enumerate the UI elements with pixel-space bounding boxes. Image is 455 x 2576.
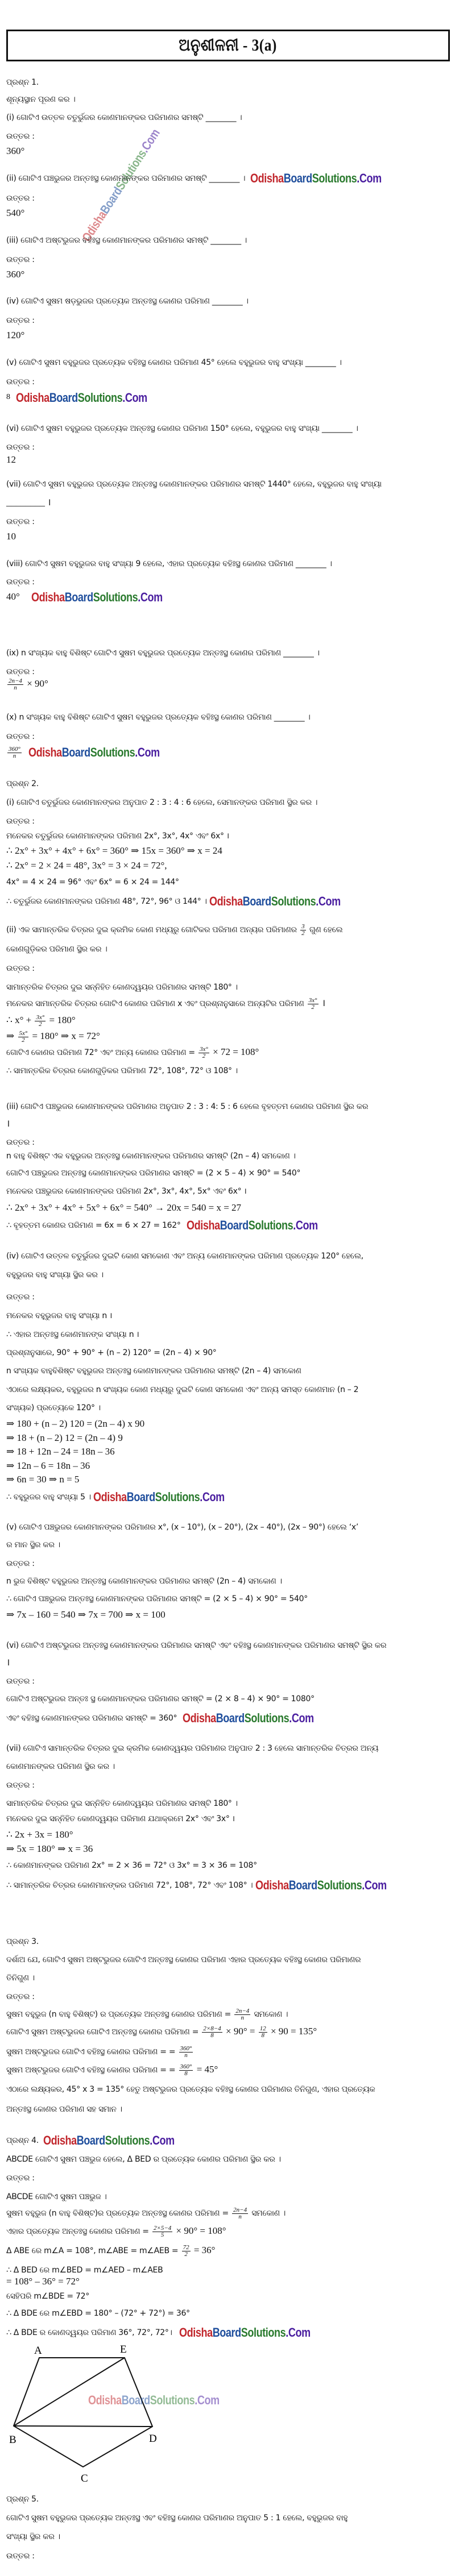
q2-iv-line: ⇒ 18 + (n – 2) 12 = (2n – 4) 9	[6, 1432, 123, 1443]
answer-label: ଉତ୍ତର :	[6, 577, 35, 587]
q3-line: ଅନ୍ତଃସ୍ଥ କୋଣର ପରିମାଣ ସହ ସମାନ ।	[6, 2105, 122, 2114]
q2-iv-line: ଏଠାରେ ଲକ୍ଷ୍ୟକର, ବହୁଭୁଜର n ସଂଖ୍ୟକ କୋଣ ମଧ୍ୟରୁ ଦୁଇଟି କୋଣ ସମକୋଣ ଏବଂ ଅନ୍ୟ ସମସ୍ତ କୋଣମାନ (n – 2	[6, 1385, 359, 1394]
q1-x-answer	[6, 746, 189, 759]
q2-iv-line: ∴ ଏହାର ଅନ୍ତଃସ୍ଥ କୋଣମାନଙ୍କ ସଂଖ୍ୟା n ।	[6, 1330, 139, 1339]
q2-iv-line: ପ୍ରଶ୍ନାନୁସାରେ, 90° + 90° + (n – 2) 120° = (2n – 4) × 90°	[6, 1348, 217, 1357]
q2-iii-question: (iii) ଗୋଟିଏ ପଞ୍ଚଭୁଜର କୋଣମାନଙ୍କର ପରିମାଣର ଅନୁପାତ 2 : 3 : 4: 5 : 6 ହେଲେ ବୃହତ୍ତମ କୋଣର ପରିମାଣ ସ୍ଥିର କର	[6, 1102, 369, 1111]
q1-viii-question: (viii) ଗୋଟିଏ ସୁଷମ ବହୁଭୁଜର ବାହୁ ସଂଖ୍ୟା 9 ହେଲେ, ଏହାର ପ୍ରତ୍ୟେକ ବହିଃସ୍ଥ କୋଣର ପରିମାଣ ________ ।	[6, 559, 332, 568]
q1-ix-answer: $\frac{2n-4}{n}$ × 90°	[9, 677, 48, 691]
q2-i-line: ମନେକର ଚତୁର୍ଭୁଜର କୋଣମାନଙ୍କର ପରିମାଣ 2x°, 3x°, 4x° ଏବଂ 6x° ।	[6, 832, 229, 841]
vertex-label-c: C	[81, 2473, 88, 2484]
answer-label: ଉତ୍ତର :	[6, 1677, 35, 1686]
answer-label: ଉତ୍ତର :	[6, 255, 35, 264]
q2-v-line: ∴ ଗୋଟିଏ ପଞ୍ଚଭୁଜର ଅନ୍ତଃସ୍ଥ କୋଣମାନଙ୍କର ପରିମାଣର ସମଷ୍ଟି = (2 × 5 – 4) × 90° = 540°	[6, 1594, 308, 1603]
q1-ii-answer: 540°	[6, 207, 25, 218]
q2-i-line: ∴ 2x° + 3x° + 4x° + 6x° = 360° ⇒ 15x = 360° ⇒ x = 24	[6, 845, 222, 856]
q2-vii-line: ମନେକର ଦୁଇ ସନ୍ନିହିତ କୋଣଦ୍ୱୟର ପରିମାଣ ଯଥାକ୍ରମେ 2x° ଏବଂ 3x° ।	[6, 1814, 235, 1823]
q3-line: ଗୋଟିଏ ସୁଷମ ଅଷ୍ଟଭୁଜର ଗୋଟିଏ ଅନ୍ତଃସ୍ଥ କୋଣର ପରିମାଣ = $\frac{2\times 8-4}{8}$ × 90° = $\frac{12}{8}$ × 90 = 135°	[6, 2025, 317, 2039]
q2-i-question: (i) ଗୋଟିଏ ଚତୁର୍ଭୁଜର କୋଣମାନଙ୍କର ଅନୁପାତ 2 : 3 : 4 : 6 ହେଲେ, ସେମାନଙ୍କର ପରିମାଣ ସ୍ଥିର କର ।	[6, 798, 318, 807]
q1-ix-question: (ix) n ସଂଖ୍ୟକ ବାହୁ ବିଶିଷ୍ଟ ଗୋଟିଏ ସୁଷମ ବହୁଭୁଜର ପ୍ରତ୍ୟେକ ଅନ୍ତଃସ୍ଥ କୋଣର ପରିମାଣ ________ ।	[6, 649, 320, 658]
watermark: OdishaBoardSolutions.Com	[16, 390, 147, 405]
pentagon-abcde-diagram	[0, 2342, 250, 2484]
q2-ii-line: ମନେକର ସାମାନ୍ତରିକ ଚିତ୍ରର ଗୋଟିଏ କୋଣର ପରିମାଣ x ଏବଂ ପ୍ରଶ୍ନାନୁସାରେ ଅନ୍ୟଟିର ପରିମାଣ $\frac{3x^\circ}{2}$ ।	[6, 996, 326, 1011]
q2-v-question: (v) ଗୋଟିଏ ପଞ୍ଚଭୁଜର କୋଣମାନଙ୍କର ପରିମାଣର x°, (x – 10°), (x – 20°), (2x – 40°), (2x – 90°) ହେଲେ ‘x’	[6, 1523, 359, 1532]
pentagon-edges	[14, 2358, 152, 2467]
q1-heading: ପ୍ରଶ୍ନ 1.	[6, 78, 39, 87]
fraction: $\frac{12}{8}$	[259, 2025, 266, 2039]
answer-label: ଉତ୍ତର :	[6, 1781, 35, 1790]
q2-vi-question-cont: ।	[6, 1657, 10, 1668]
q2-iv-line: ⇒ 180 + (n – 2) 120 = (2n – 4) x 90	[6, 1418, 145, 1429]
answer-label: ଉତ୍ତର :	[6, 2174, 35, 2183]
answer-label: ଉତ୍ତର :	[6, 1992, 35, 2001]
q2-iv-line: ⇒ 12n – 6 = 18n – 36	[6, 1460, 90, 1471]
diagonal-bd	[14, 2426, 152, 2427]
q2-iii-line: n ବାହୁ ବିଶିଷ୍ଟ ଏକ ବହୁଭୁଜର ଅନ୍ତଃସ୍ଥ କୋଣମାନଙ୍କର ପରିମାଣର ସମଷ୍ଟି (2n – 4) ସମକୋଣ ।	[6, 1152, 296, 1161]
watermark: OdishaBoardSolutions.Com	[209, 894, 341, 909]
vertex-label-e: E	[120, 2344, 127, 2355]
q1-iv-answer: 120°	[6, 330, 25, 340]
q4-line: ଏହାର ପ୍ରତ୍ୟେକ ଅନ୍ତଃସ୍ଥ କୋଣର ପରିମାଣ = $\frac{2\times 5-4}{5}$ × 90° = 108°	[6, 2224, 226, 2238]
answer-label: ଉତ୍ତର :	[6, 667, 35, 676]
q3-line: ସୁଷମ ବହୁଭୁଜ (n ବାହୁ ବିଶିଷ୍ଟ) ର ପ୍ରତ୍ୟେକ ଅନ୍ତଃସ୍ଥ କୋଣର ପରିମାଣ = $\frac{2n-4}{n}$ ସମକୋଣ ।	[6, 2007, 288, 2021]
watermark: OdishaBoardSolutions.Com	[28, 745, 160, 760]
q2-ii-line: ∴ x° + $\frac{3x^\circ}{2}$ = 180°	[6, 1013, 76, 1028]
q4-line: ∴ Δ BDE ରେ m∠EBD = 180° – (72° + 72°) = 36°	[6, 2309, 190, 2318]
watermark: OdishaBoardSolutions.Com	[43, 2133, 175, 2148]
q2-iii-question-cont: ।	[6, 1118, 10, 1129]
watermark: OdishaBoardSolutions.Com	[183, 1711, 315, 1726]
vertex-label-d: D	[149, 2433, 157, 2445]
q1-ii-question: (ii) ଗୋଟିଏ ପଞ୍ଚଭୁଜର ଅନ୍ତଃସ୍ଥ କୋଣମାନଙ୍କର ପରିମାଣର ସମଷ୍ଟି ________ । OdishaBoardSolutions.Com	[6, 171, 382, 186]
q2-iv-question: (iv) ଗୋଟିଏ ଉତ୍ତଳ ଚତୁର୍ଭୁଜର ଦୁଇଟି କୋଣ ସମକୋଣ ଏବଂ ଅନ୍ୟ କୋଣମାନଙ୍କର ପରିମାଣ ପ୍ରତ୍ୟେକ 120° ହେଲେ,	[6, 1252, 363, 1261]
q2-ii-line: ∴ ସାମାନ୍ତରିକ ଚିତ୍ରର କୋଣଗୁଡ଼ିକର ପରିମାଣ 72°, 108°, 72° ଓ 108° ।	[6, 1066, 238, 1075]
q2-ii-line: ସାମାନ୍ତରିକ ଚିତ୍ରର ଦୁଇ ସନ୍ନିହିତ କୋଣଦ୍ୱୟର ପରିମାଣର ସମଷ୍ଟି 180° ।	[6, 983, 238, 992]
q4-line: Δ ABE ରେ m∠A = 108°, m∠ABE = m∠AEB = $\frac{72}{2}$ = 36°	[6, 2243, 216, 2258]
exercise-title: ଅନୁଶୀଳନୀ - 3(a)	[179, 36, 278, 55]
q5-question-cont: ସଂଖ୍ୟା ସ୍ଥିର କର ।	[6, 2532, 60, 2541]
q1-instruction: ଶୂନ୍ୟସ୍ଥାନ ପୂରଣ କର ।	[6, 95, 76, 104]
q2-vii-question-cont: କୋଣମାନଙ୍କର ପରିମାଣ ସ୍ଥିର କର ।	[6, 1762, 115, 1771]
answer-label: ଉତ୍ତର :	[6, 2552, 35, 2561]
q4-line: = 108° – 36° = 72°	[6, 2276, 80, 2287]
q5-question: ଗୋଟିଏ ସୁଷମ ବହୁଭୁଜର ପ୍ରତ୍ୟେକ ଅନ୍ତଃସ୍ଥ ଏବଂ ବହିଃସ୍ଥ କୋଣର ପରିମାଣର ଅନୁପାତ 5 : 1 ହେଲେ, ବହୁଭୁଜର ବାହୁ	[6, 2513, 348, 2523]
q2-heading: ପ୍ରଶ୍ନ 2.	[6, 779, 39, 788]
watermark: OdishaBoardSolutions.Com	[250, 171, 382, 186]
q2-v-line: ⇒ 7x – 160 = 540 ⇒ 7x = 700 ⇒ x = 100	[6, 1609, 166, 1620]
q3-question: ଦର୍ଶାଅ ଯେ, ଗୋଟିଏ ସୁଷମ ଅଷ୍ଟଭୁଜର ଗୋଟିଏ ଅନ୍ତଃସ୍ଥ କୋଣର ପରିମାଣ ଏହାର ପ୍ରତ୍ୟେକ ବହିଃସ୍ଥ କୋଣର ପରିମାଣର	[6, 1955, 361, 1964]
q2-iv-line: ∴ ବହୁଭୁଜର ବାହୁ ସଂଖ୍ୟା 5 । OdishaBoardSolutions.Com	[6, 1490, 225, 1505]
q2-vi-line: ଗୋଟିଏ ଅଷ୍ଟଭୁଜର ଅନ୍ତଃ ସ୍ଥ କୋଣମାନଙ୍କର ପରିମାଣର ସମଷ୍ଟି = (2 × 8 – 4) × 90° = 1080°	[6, 1694, 315, 1704]
q1-iii-question: (iii) ଗୋଟିଏ ଅଷ୍ଟଭୁଜର ବହିଃସ୍ଥ କୋଣମାନଙ୍କର ପରିମାଣର ସମଷ୍ଟି ________ ।	[6, 236, 247, 245]
answer-label: ଉତ୍ତର :	[6, 377, 35, 387]
answer-label: ଉତ୍ତର :	[6, 1293, 35, 1302]
fraction: $\frac{2\times 5-4}{5}$	[153, 2224, 172, 2238]
answer-label: ଉତ୍ତର :	[6, 443, 35, 452]
q4-heading: ପ୍ରଶ୍ନ 4. OdishaBoardSolutions.Com	[6, 2133, 175, 2148]
q4-line: ∴ Δ BED ରେ m∠BED = m∠AED – m∠AEB	[6, 2266, 163, 2275]
q1-v-answer: $^8$ OdishaBoardSolutions.Com	[6, 390, 147, 405]
fraction: $\frac{2n-4}{n}$	[9, 677, 22, 691]
watermark: OdishaBoardSolutions.Com	[255, 1878, 387, 1893]
q2-iii-line: ମନେକର ପଞ୍ଚଭୁଜର କୋଣମାନଙ୍କର ପରିମାଣ 2x°, 3x°, 4x°, 5x° ଏବଂ 6x° ।	[6, 1187, 247, 1196]
q2-i-line: ∴ ଚତୁର୍ଭୁଜର କୋଣମାନଙ୍କର ପରିମାଣ 48°, 72°, 96° ଓ 144° । OdishaBoardSolutions.Com	[6, 894, 341, 909]
q4-line: ABCDE ଗୋଟିଏ ସୁଷମ ପଞ୍ଚଭୁଜ ।	[6, 2192, 107, 2201]
vertex-label-a: A	[34, 2345, 42, 2357]
q2-iii-line: ଗୋଟିଏ ପଞ୍ଚଭୁଜର ଅନ୍ତଃସ୍ଥ କୋଣମାନଙ୍କର ପରିମାଣର ସମଷ୍ଟି = (2 × 5 – 4) × 90° = 540°	[6, 1169, 301, 1178]
q2-iv-line: ସଂଖ୍ୟକ) ପ୍ରତ୍ୟେକେ 120° ।	[6, 1403, 101, 1412]
q5-heading: ପ୍ରଶ୍ନ 5.	[6, 2495, 39, 2504]
q2-i-line: 4x° = 4 × 24 = 96° ଏବଂ 6x° = 6 × 24 = 144°	[6, 878, 179, 887]
q2-i-line: ∴ 2x° = 2 × 24 = 48°, 3x° = 3 × 24 = 72°,	[6, 860, 167, 871]
diagonal-be	[14, 2358, 125, 2426]
q3-question-cont: ତିନିଗୁଣ ।	[6, 1973, 35, 1983]
watermark: OdishaBoardSolutions.Com	[31, 590, 163, 605]
q2-iv-line: ⇒ 6n = 30 ⇒ n = 5	[6, 1474, 80, 1485]
q2-iii-line: ∴ ବୃହତ୍ତମ କୋଣର ପରିମାଣ = 6x = 6 × 27 = 162° OdishaBoardSolutions.Com	[6, 1218, 318, 1233]
watermark: OdishaBoardSolutions.Com	[186, 1218, 318, 1233]
q4-question: ABCDE ଗୋଟିଏ ସୁଷମ ପଞ୍ଚଭୁଜ ହେଲେ, Δ BED ର ପ୍ରତ୍ୟେକ କୋଣର ପରିମାଣ ସ୍ଥିର କର ।	[6, 2155, 281, 2164]
q2-vii-question: (vii) ଗୋଟିଏ ସାମାନ୍ତରିକ ଚିତ୍ରର ଦୁଇ କ୍ରମିକ କୋଣଦ୍ୱୟର ପରିମାଣର ଅନୁପାତ 2 : 3 ହେଲେ ସାମାନ୍ତରିକ ଚିତ୍ରର ଅନ୍ୟ	[6, 1744, 379, 1753]
fraction: $\frac{360^\circ}{n}$	[180, 2045, 192, 2059]
q2-ii-line: ଗୋଟିଏ କୋଣର ପରିମାଣ 72° ଏବଂ ଅନ୍ୟ କୋଣର ପରିମାଣ = $\frac{3x^\circ}{2}$ × 72 = 108°	[6, 1045, 259, 1060]
answer-label: ଉତ୍ତର :	[6, 1559, 35, 1568]
q1-vii-answer: 10	[6, 531, 16, 542]
fraction: $\frac{3x^\circ}{2}$	[36, 1013, 45, 1028]
q4-line: ସେହିପରି m∠BDE = 72°	[6, 2292, 89, 2301]
q1-i-answer: 360°	[6, 146, 25, 156]
fraction: $\frac{2n-4}{n}$	[233, 2206, 247, 2220]
q1-viii-answer: 40° OdishaBoardSolutions.Com	[6, 590, 163, 605]
answer-label: ଉତ୍ତର :	[6, 132, 35, 141]
q3-heading: ପ୍ରଶ୍ନ 3.	[6, 1937, 39, 1946]
q3-line: ସୁଷମ ଅଷ୍ଟଭୁଜର ଗୋଟିଏ ବହିଃସ୍ଥ କୋଣର ପରିମାଣ = = $\frac{360^\circ}{8}$ = 45°	[6, 2063, 218, 2077]
q1-iii-answer: 360°	[6, 269, 25, 280]
q2-vi-question: (vi) ଗୋଟିଏ ଅଷ୍ଟଭୁଜର ଅନ୍ତଃସ୍ଥ କୋଣମାନଙ୍କର ପରିମାଣର ସମଷ୍ଟି ଏବଂ ବହିଃସ୍ଥ କୋଣମାନଙ୍କର ପରିମାଣର ସମଷ୍ଟି ସ୍ଥିର କର	[6, 1641, 387, 1650]
q2-vii-line: ∴ ସାମାନ୍ତରିକ ଚିତ୍ରର କୋଣମାନଙ୍କର ପରିମାଣ 72°, 108°, 72° ଏବଂ 108° । OdishaBoardSolutions.Com	[6, 1878, 387, 1893]
fraction: $\frac{3x^\circ}{2}$	[308, 996, 317, 1011]
q2-vii-line: ⇒ 5x = 180° ⇒ x = 36	[6, 1843, 93, 1854]
answer-label: ଉତ୍ତର :	[6, 964, 35, 973]
q2-vii-line: ସାମାନ୍ତରିକ ଚିତ୍ରର ଦୁଇ ସନ୍ନିହିତ କୋଣଦ୍ୱୟର ପରିମାଣର ସମଷ୍ଟି 180° ।	[6, 1799, 238, 1808]
q2-iv-line: ମନେକର ବହୁଭୁଜର ବାହୁ ସଂଖ୍ୟା n ।	[6, 1311, 113, 1320]
fraction: $\frac{5x^\circ}{2}$	[19, 1029, 28, 1044]
q1-vii-question: (vii) ଗୋଟିଏ ସୁଷମ ବହୁଭୁଜର ପ୍ରତ୍ୟେକ ଅନ୍ତଃସ୍ଥ କୋଣମାନଙ୍କର ପରିମାଣର ସମଷ୍ଟି 1440° ହେଲେ, ବହୁଭୁଜର ବାହୁ ସଂଖ୍ୟା	[6, 480, 382, 489]
fraction: $\frac{3}{2}$	[301, 923, 305, 937]
q2-ii-question: (ii) ଏକ ସାମାନ୍ତରିକ ଚିତ୍ରର ଦୁଇ କ୍ରମିକ କୋଣ ମଧ୍ୟରୁ ଗୋଟିକର ପରିମାଣ ଅନ୍ୟର ପରିମାଣର $\frac{3}{2}$ ଗୁଣ ହେଲେ	[6, 923, 343, 937]
q2-vii-line: ∴ କୋଣମାନଙ୍କର ପରିମାଣ 2x° = 2 × 36 = 72° ଓ 3x° = 3 × 36 = 108°	[6, 1861, 257, 1870]
q2-vi-line: ଏବଂ ବହିଃସ୍ଥ କୋଣମାନଙ୍କର ପରିମାଣର ସମଷ୍ଟି = 360° OdishaBoardSolutions.Com	[6, 1711, 315, 1726]
answer-label: ଉତ୍ତର :	[6, 732, 35, 741]
q1-iv-question: (iv) ଗୋଟିଏ ସୁଷମ ଷଡ଼ଭୁଜର ପ୍ରତ୍ୟେକ ଅନ୍ତଃସ୍ଥ କୋଣର ପରିମାଣ ________ ।	[6, 297, 249, 306]
fraction: $\frac{2\times 8-4}{8}$	[203, 2025, 221, 2039]
answer-label: ଉତ୍ତର :	[6, 1138, 35, 1147]
q1-v-question: (v) ଗୋଟିଏ ସୁଷମ ବହୁଭୁଜର ପ୍ରତ୍ୟେକ ବହିଃସ୍ଥ କୋଣର ପରିମାଣ 45° ହେଲେ ବହୁଭୁଜର ବାହୁ ସଂଖ୍ୟା ________ ।	[6, 358, 342, 367]
q2-vii-line: ∴ 2x + 3x = 180°	[6, 1829, 73, 1840]
q3-line: ସୁଷମ ଅଷ୍ଟଭୁଜର ଗୋଟିଏ ବହିଃସ୍ଥ କୋଣର ପରିମାଣ = = $\frac{360^\circ}{n}$	[6, 2045, 192, 2059]
q2-iv-question-cont: ବହୁଭୁଜର ବାହୁ ସଂଖ୍ୟା ସ୍ଥିର କର ।	[6, 1270, 104, 1279]
diagram-watermark: OdishaBoardSolutions.Com	[88, 2393, 220, 2407]
exercise-title-box	[6, 30, 450, 61]
q1-vi-question: (vi) ଗୋଟିଏ ସୁଷମ ବହୁଭୁଜର ପ୍ରତ୍ୟେକ ଅନ୍ତଃସ୍ଥ କୋଣର ପରିମାଣ 150° ହେଲେ, ବହୁଭୁଜର ବାହୁ ସଂଖ୍ୟା ________ ।	[6, 424, 358, 433]
answer-label: ଉତ୍ତର :	[6, 316, 35, 325]
q2-iii-line: ∴ 2x° + 3x° + 4x° + 5x° + 6x° = 540° → 20x = 540 = x = 27	[6, 1202, 242, 1213]
diagonal-watermark: OdishaBoardSolutions.Com	[79, 126, 163, 244]
watermark: OdishaBoardSolutions.Com	[93, 1490, 225, 1505]
q1-vii-question-cont: ________ ।	[6, 497, 51, 508]
q3-line: ଏଠାରେ ଲକ୍ଷ୍ୟକର, 45° x 3 = 135° ହେତୁ ଅଷ୍ଟଭୁଜର ପ୍ରତ୍ୟେକ ବହିଃସ୍ଥ କୋଣର ପରିମାଣର ତିନିଗୁଣ, ଏହାର ପ୍ରତ୍ୟେକ	[6, 2085, 375, 2094]
answer-label: ଉତ୍ତର :	[6, 817, 35, 826]
answer-label: ଉତ୍ତର :	[6, 517, 35, 526]
fraction: $\frac{2n-4}{n}$	[235, 2007, 250, 2021]
fraction: $\frac{360^\circ}{n}$	[9, 745, 20, 759]
q2-ii-line: ⇒ $\frac{5x^\circ}{2}$ = 180° ⇒ x = 72°	[6, 1029, 100, 1044]
q2-v-line: n ଭୁଜ ବିଶିଷ୍ଟ ବହୁଭୁଜର ଅନ୍ତଃସ୍ଥ କୋଣମାନଙ୍କର ପରିମାଣର ସମଷ୍ଟି (2n – 4) ସମକୋଣ ।	[6, 1577, 282, 1586]
q2-iv-line: n ସଂଖ୍ୟକ ବାହୁବିଶିଷ୍ଟ ବହୁଭୁଜର ଅନ୍ତଃସ୍ଥ କୋଣମାନଙ୍କର ପରିମାଣର ସମଷ୍ଟି (2n – 4) ସମକୋଣ	[6, 1366, 301, 1376]
q1-vi-answer: 12	[6, 454, 16, 465]
q2-ii-question-cont: କୋଣଗୁଡ଼ିକର ପରିମାଣ ସ୍ଥିର କର ।	[6, 945, 107, 954]
fraction: $\frac{72}{2}$	[183, 2243, 189, 2258]
q4-line: ସୁଷମ ବହୁଭୁଜ (n ବାହୁ ବିଶିଷ୍ଟ)ର ପ୍ରତ୍ୟେକ ଅନ୍ତଃସ୍ଥ କୋଣର ପରିମାଣ = $\frac{2n-4}{n}$ ସମକୋଣ ।	[6, 2206, 286, 2220]
answer-label: ଉତ୍ତର :	[6, 194, 35, 203]
watermark: OdishaBoardSolutions.Com	[179, 2325, 311, 2340]
q1-x-question: (x) n ସଂଖ୍ୟକ ବାହୁ ବିଶିଷ୍ଟ ଗୋଟିଏ ସୁଷମ ବହୁଭୁଜର ପ୍ରତ୍ୟେକ ବହିଃସ୍ଥ କୋଣର ପରିମାଣ ________ ।	[6, 713, 311, 722]
q2-v-question-cont: ର ମାନ ସ୍ଥିର କର ।	[6, 1540, 60, 1549]
q1-i-question: (i) ଗୋଟିଏ ଉତ୍ତଳ ଚତୁର୍ଭୁଜର କୋଣମାନଙ୍କର ପରିମାଣର ସମଷ୍ଟି ________ ।	[6, 113, 242, 122]
vertex-label-b: B	[9, 2434, 16, 2446]
fraction: $\frac{3x^\circ}{2}$	[200, 1045, 208, 1060]
fraction: $\frac{360^\circ}{8}$	[180, 2063, 192, 2077]
q2-iv-line: ⇒ 18 + 12n – 24 = 18n – 36	[6, 1446, 115, 1457]
q4-line: ∴ Δ BDE ର କୋଣଦ୍ୱୟର ପରିମାଣ 36°, 72°, 72°। OdishaBoardSolutions.Com	[6, 2325, 311, 2340]
